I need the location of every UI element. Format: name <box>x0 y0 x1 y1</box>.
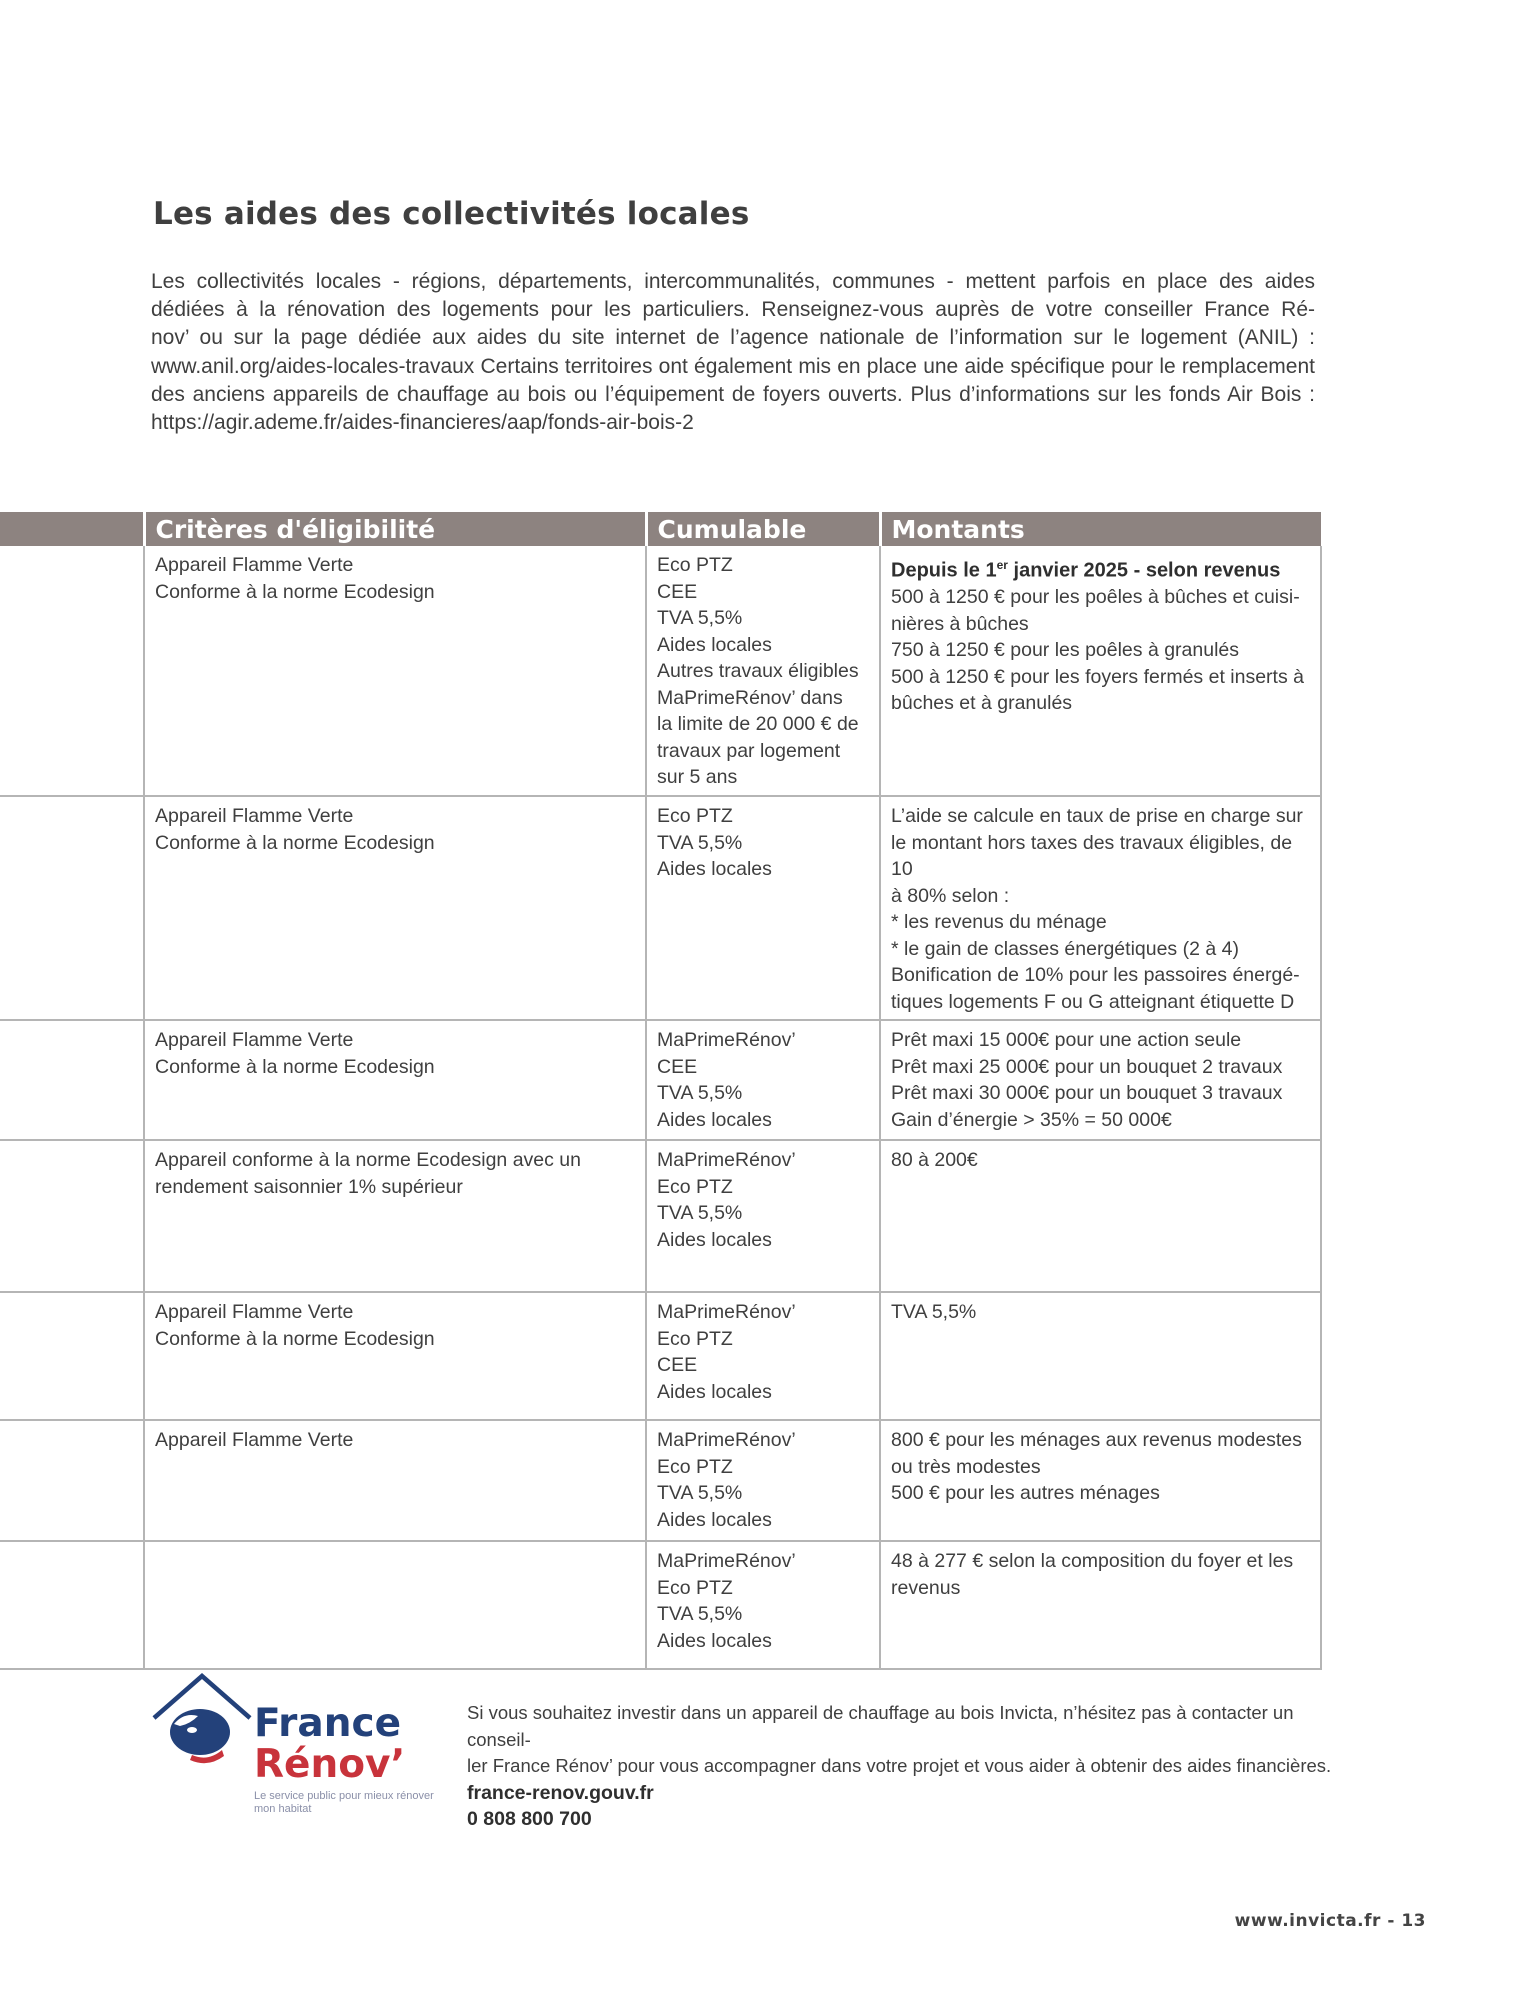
criteria-cell-line: Conforme à la norme Ecodesign <box>155 1055 435 1078</box>
montants-cell <box>880 1420 1321 1541</box>
criteria-cell <box>144 1420 646 1541</box>
montants-cell-line: 500 à 1250 € pour les poêles à bûches et cuisi- <box>891 586 1300 609</box>
cumulable-cell-line: Eco PTZ <box>657 1175 733 1198</box>
logo-word-france: France <box>254 1701 402 1746</box>
header-criteria: Critères d'éligibilité <box>144 512 646 546</box>
montants-cell-line: le montant hors taxes des travaux éligibles, de 10 <box>891 831 1293 880</box>
criteria-cell <box>144 796 646 1020</box>
intro-line: www.anil.org/aides-locales-travaux Certains territoires ont également mis en place une aide spécifique pour le remplacement <box>151 354 1315 378</box>
cut-off-cell <box>0 1541 144 1669</box>
montants-cell-line: 48 à 277 € selon la composition du foyer et les <box>891 1550 1294 1572</box>
cumulable-cell-line: la limite de 20 000 € de <box>657 713 859 735</box>
montants-cell-line: 80 à 200€ <box>891 1149 978 1171</box>
cumulable-cell-line: Aides locales <box>657 1228 772 1251</box>
cumulable-cell-line: sur 5 ans <box>657 766 738 788</box>
table-row <box>0 546 1321 796</box>
criteria-cell-line: Conforme à la norme Ecodesign <box>155 831 435 854</box>
page-footer <box>1235 1911 1426 1931</box>
criteria-cell-line: Conforme à la norme Ecodesign <box>155 1327 435 1350</box>
criteria-cell <box>144 1292 646 1420</box>
contact-phone[interactable]: 0 808 800 700 <box>467 1808 592 1830</box>
intro-paragraph <box>151 268 1315 437</box>
cumulable-cell-line: TVA 5,5% <box>657 1482 743 1504</box>
cut-off-cell <box>0 1140 144 1292</box>
cumulable-cell <box>646 546 880 796</box>
intro-line: https://agir.ademe.fr/aides-financieres/aap/fonds-air-bois-2 <box>151 411 694 435</box>
intro-line: dédiées à la rénovation des logements pour les particuliers. Renseignez-vous auprès de votre conseiller France Ré- <box>151 298 1315 322</box>
table-header-row <box>0 512 1321 546</box>
montants-cell-line: nières à bûches <box>891 612 1029 635</box>
montants-cell <box>880 546 1321 796</box>
criteria-cell-line: Appareil Flamme Verte <box>155 554 354 576</box>
criteria-cell-line: Appareil Flamme Verte <box>155 1029 354 1051</box>
cumulable-cell-line: TVA 5,5% <box>657 1603 743 1625</box>
montants-cell-line: Gain d’énergie > 35% = 50 000€ <box>891 1108 1172 1131</box>
montants-cell-line: revenus <box>891 1576 961 1599</box>
cut-off-cell <box>0 1292 144 1420</box>
criteria-cell-line: Appareil Flamme Verte <box>155 1429 354 1451</box>
cumulable-cell-line: CEE <box>657 1354 698 1376</box>
table-body <box>0 546 1321 1669</box>
cut-off-cell <box>0 1020 144 1140</box>
montants-cell-line: 750 à 1250 € pour les poêles à granulés <box>891 639 1240 662</box>
contact-block <box>467 1700 1337 1833</box>
logo-word-renov: Rénov’ <box>254 1742 406 1787</box>
cumulable-cell-line: MaPrimeRénov’ <box>657 1550 796 1572</box>
criteria-cell <box>144 546 646 796</box>
house-roof-icon <box>150 1672 254 1782</box>
criteria-cell-line: Conforme à la norme Ecodesign <box>155 580 435 603</box>
cumulable-cell <box>646 1292 880 1420</box>
cumulable-cell-line: TVA 5,5% <box>657 1202 743 1224</box>
cumulable-cell-line: CEE <box>657 580 698 603</box>
montants-cell-line: 500 à 1250 € pour les foyers fermés et inserts à <box>891 665 1304 688</box>
footer-separator: - <box>1387 1911 1395 1931</box>
cumulable-cell-line: Aides locales <box>657 1108 772 1131</box>
cumulable-cell <box>646 1541 880 1669</box>
logo-tagline: Le service public pour mieux rénover mon habitat <box>254 1790 434 1815</box>
france-renov-logo <box>150 1672 435 1822</box>
intro-line: Les collectivités locales - régions, départements, intercommunalités, communes - mettent parfois en place des aides <box>151 270 1315 293</box>
cumulable-cell-line: Aides locales <box>657 1629 772 1652</box>
criteria-cell-line: Appareil Flamme Verte <box>155 1301 354 1323</box>
contact-text-line: ler France Rénov’ pour vous accompagner dans votre projet et vous aider à obtenir des aides financières. <box>467 1755 1332 1776</box>
cumulable-cell-line: Aides locales <box>657 1380 772 1403</box>
montants-cell-line: bûches et à granulés <box>891 692 1073 715</box>
cumulable-cell-line: MaPrimeRénov’ dans <box>657 686 843 709</box>
montants-cell-line: Prêt maxi 15 000€ pour une action seule <box>891 1029 1242 1051</box>
table-row <box>0 1541 1321 1669</box>
cut-off-cell <box>0 1420 144 1541</box>
montants-cell-line: * le gain de classes énergétiques (2 à 4) <box>891 937 1239 960</box>
intro-line: des anciens appareils de chauffage au bois ou l’équipement de foyers ouverts. Plus d’informations sur les fonds Air Bois : <box>151 382 1315 406</box>
section-title: Les aides des collectivités locales <box>153 196 750 232</box>
cumulable-cell-line: Aides locales <box>657 633 772 656</box>
cumulable-cell-line: Aides locales <box>657 858 772 880</box>
montants-cell-line: Prêt maxi 25 000€ pour un bouquet 2 travaux <box>891 1055 1283 1078</box>
cumulable-cell-line: Autres travaux éligibles <box>657 660 859 682</box>
cumulable-cell-line: TVA 5,5% <box>657 607 743 629</box>
header-cut-column <box>0 512 144 546</box>
aid-table <box>0 512 1322 1670</box>
cut-off-cell <box>0 796 144 1020</box>
intro-line: nov’ ou sur la page dédiée aux aides du site internet de l’agence nationale de l’information sur le logement (ANIL) : <box>151 326 1315 350</box>
montants-cell-line: tiques logements F ou G atteignant étiquette D <box>891 990 1295 1013</box>
criteria-cell <box>144 1140 646 1292</box>
cumulable-cell <box>646 1140 880 1292</box>
page-number: 13 <box>1401 1911 1426 1931</box>
cumulable-cell-line: TVA 5,5% <box>657 1082 743 1104</box>
montants-heading: Depuis le 1er janvier 2025 - selon revenus <box>891 558 1281 582</box>
cumulable-cell-line: Eco PTZ <box>657 805 733 827</box>
cumulable-cell-line: travaux par logement <box>657 739 841 762</box>
header-montants: Montants <box>880 512 1321 546</box>
cumulable-cell-line: Eco PTZ <box>657 1576 733 1599</box>
montants-cell-line: Prêt maxi 30 000€ pour un bouquet 3 travaux <box>891 1082 1283 1104</box>
montants-cell-line: à 80% selon : <box>891 884 1010 907</box>
table-row <box>0 1420 1321 1541</box>
montants-cell <box>880 1140 1321 1292</box>
cumulable-cell-line: MaPrimeRénov’ <box>657 1301 796 1323</box>
cumulable-cell <box>646 1020 880 1140</box>
table-row <box>0 1140 1321 1292</box>
cumulable-cell <box>646 1420 880 1541</box>
montants-cell-line: 500 € pour les autres ménages <box>891 1482 1160 1504</box>
cut-off-cell <box>0 546 144 796</box>
montants-cell-line: ou très modestes <box>891 1455 1041 1478</box>
table-row <box>0 1020 1321 1140</box>
criteria-cell-line: rendement saisonnier 1% supérieur <box>155 1175 463 1198</box>
contact-text-line: Si vous souhaitez investir dans un appareil de chauffage au bois Invicta, n’hésitez pas à contacter un conseil- <box>467 1702 1294 1750</box>
montants-cell-line: * les revenus du ménage <box>891 911 1107 933</box>
cumulable-cell <box>646 796 880 1020</box>
cumulable-cell-line: Eco PTZ <box>657 1327 733 1350</box>
header-cumulable: Cumulable <box>646 512 880 546</box>
montants-cell <box>880 1541 1321 1669</box>
cumulable-cell-line: MaPrimeRénov’ <box>657 1429 796 1451</box>
criteria-cell-line: Appareil conforme à la norme Ecodesign avec un <box>155 1149 581 1171</box>
cumulable-cell-line: MaPrimeRénov’ <box>657 1149 796 1171</box>
montants-cell <box>880 1292 1321 1420</box>
cumulable-cell-line: Aides locales <box>657 1508 772 1531</box>
footer-url[interactable]: www.invicta.fr <box>1234 1911 1381 1931</box>
montants-cell-line: 800 € pour les ménages aux revenus modestes <box>891 1429 1302 1451</box>
cumulable-cell-line: MaPrimeRénov’ <box>657 1029 796 1051</box>
criteria-cell <box>144 1541 646 1669</box>
montants-cell-line: L’aide se calcule en taux de prise en charge sur <box>891 805 1303 827</box>
criteria-cell <box>144 1020 646 1140</box>
cumulable-cell-line: CEE <box>657 1055 698 1078</box>
cumulable-cell-line: Eco PTZ <box>657 554 733 576</box>
cumulable-cell-line: TVA 5,5% <box>657 831 743 854</box>
criteria-cell-line: Appareil Flamme Verte <box>155 805 354 827</box>
table-row <box>0 796 1321 1020</box>
contact-website[interactable]: france-renov.gouv.fr <box>467 1781 654 1804</box>
montants-cell <box>880 796 1321 1020</box>
montants-cell <box>880 1020 1321 1140</box>
cumulable-cell-line: Eco PTZ <box>657 1455 733 1478</box>
montants-cell-line: Bonification de 10% pour les passoires énergé- <box>891 964 1300 986</box>
montants-cell-line: TVA 5,5% <box>891 1301 977 1323</box>
table-row <box>0 1292 1321 1420</box>
